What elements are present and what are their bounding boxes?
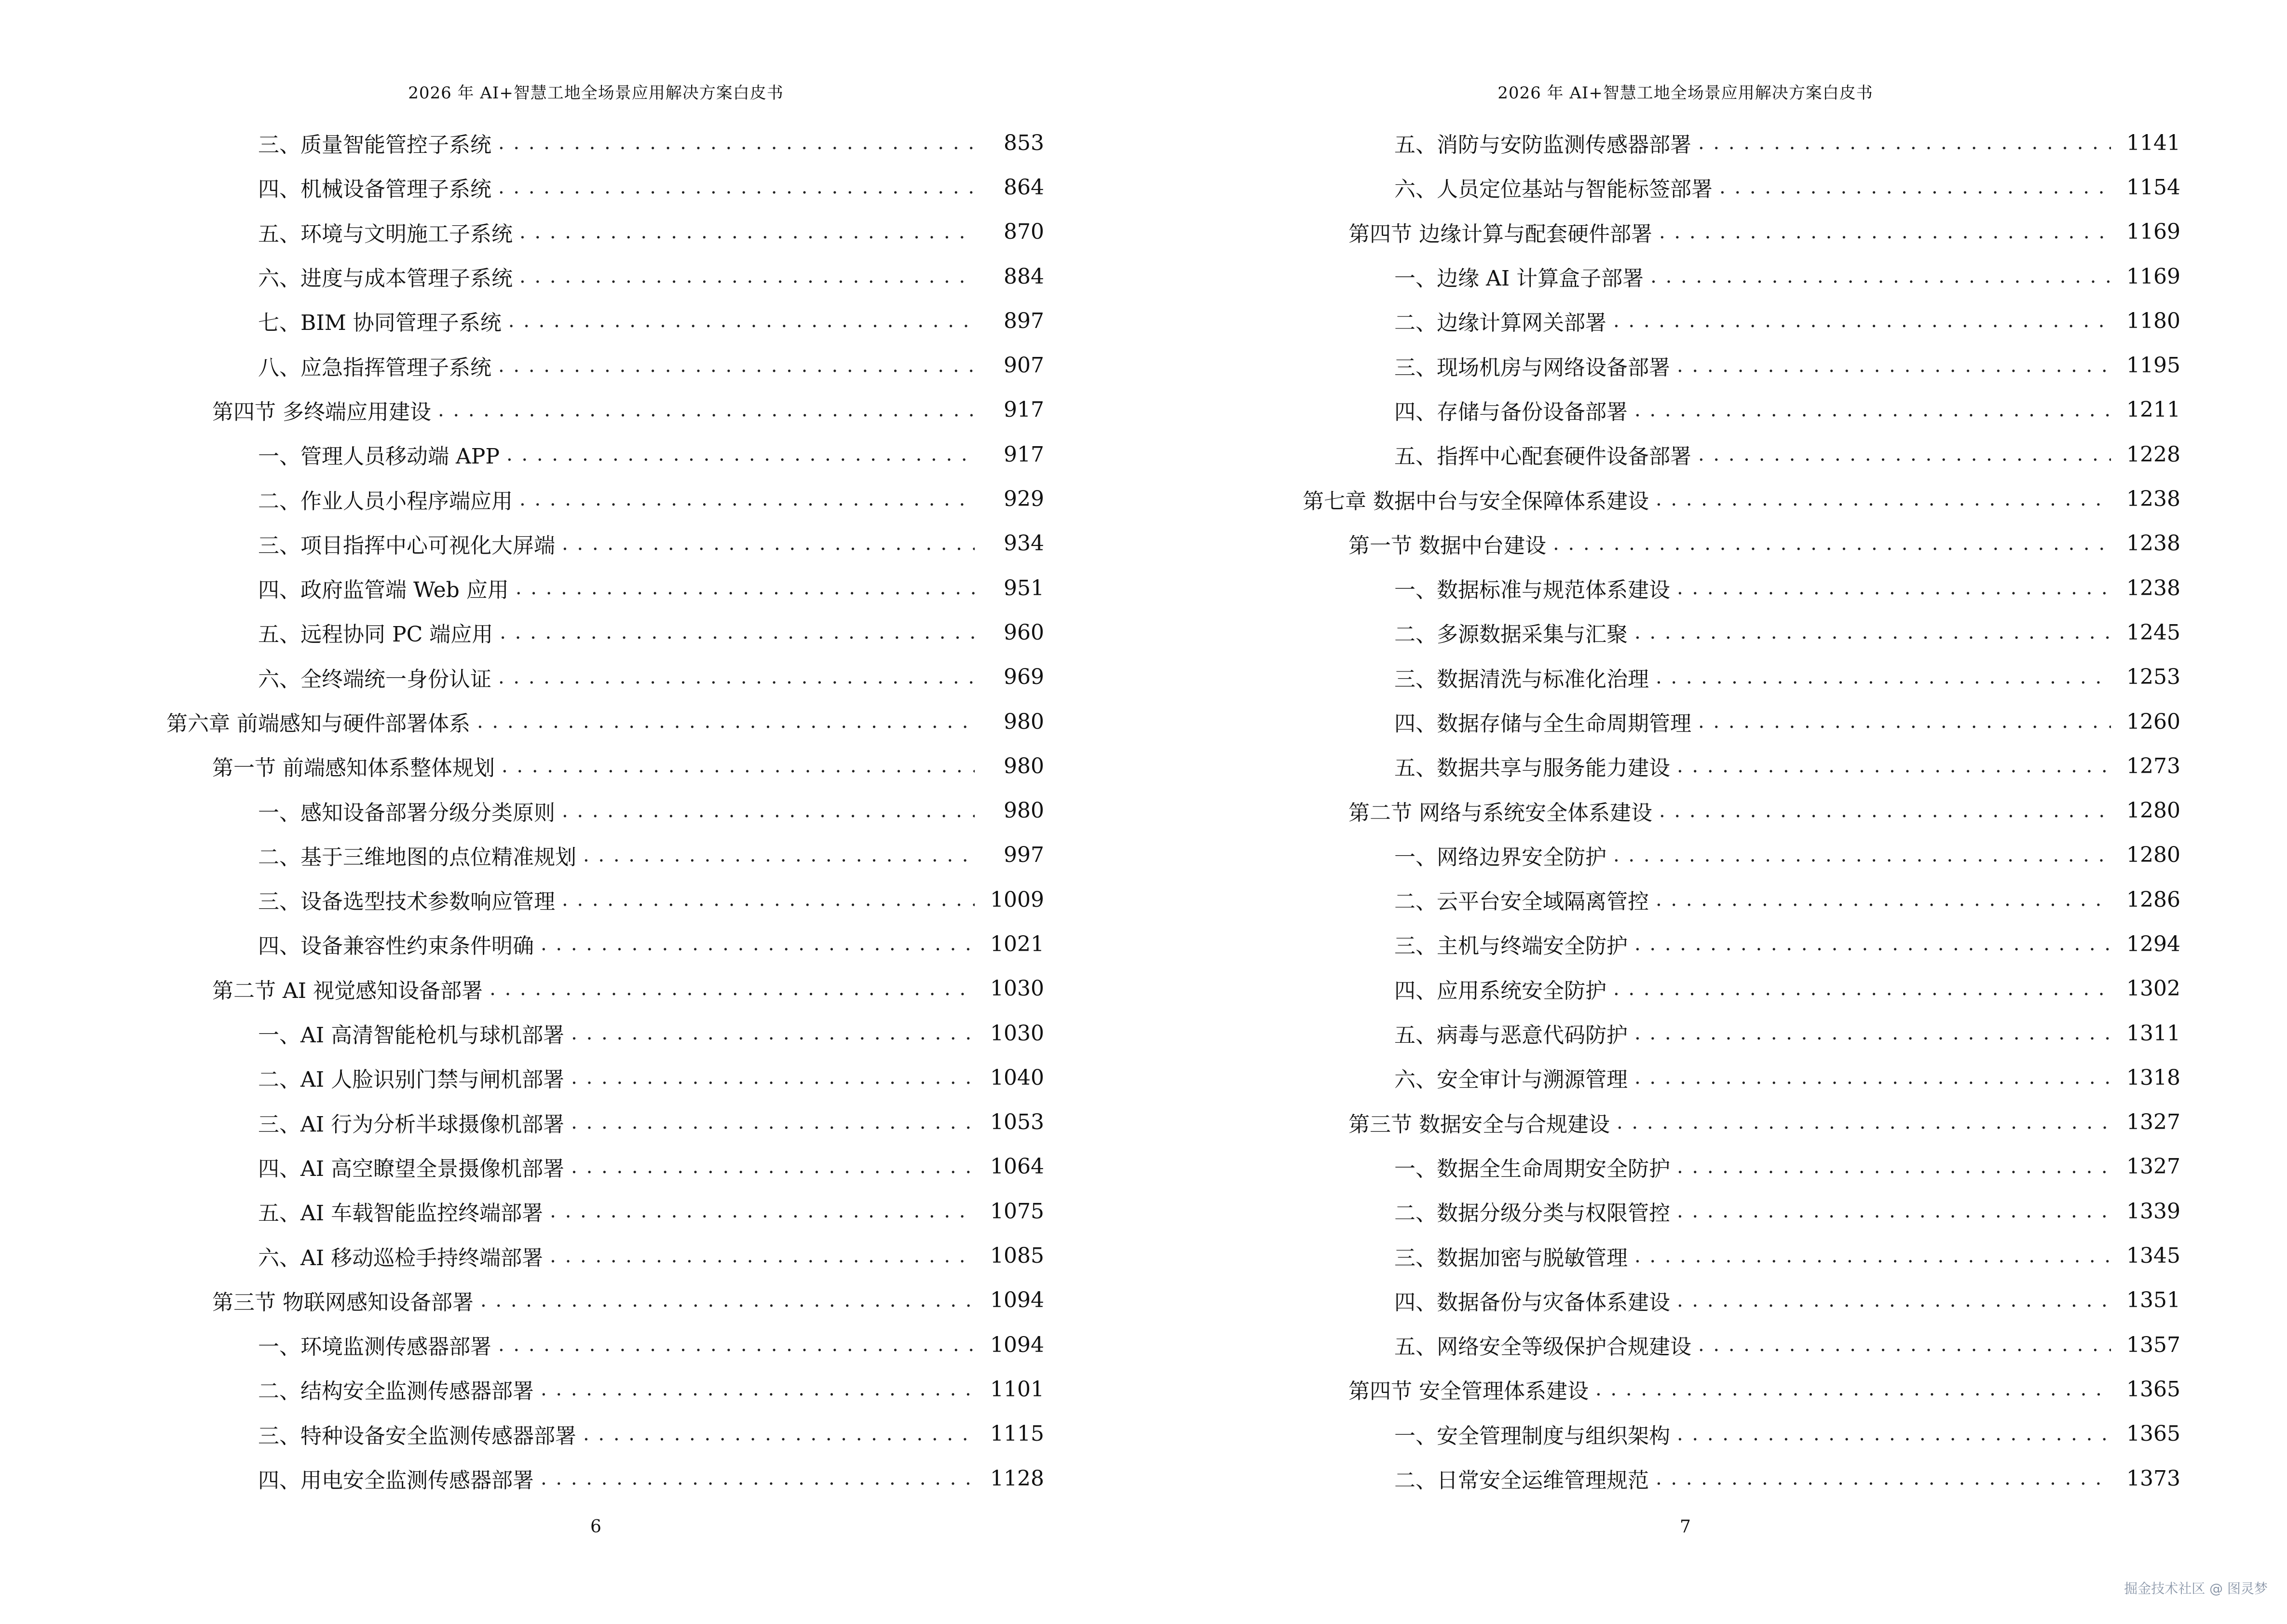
- toc-leader-dots: [1634, 622, 2111, 643]
- toc-entry[interactable]: [1303, 210, 2180, 254]
- toc-leader-dots: [1659, 221, 2111, 243]
- toc-entry-page-number: 1238: [2111, 576, 2180, 600]
- toc-entry-page-number: 1141: [2111, 131, 2180, 155]
- toc-entry-title: 一、AI 高清智能枪机与球机部署: [258, 1018, 571, 1049]
- toc-entry-page-number: 1064: [975, 1154, 1044, 1179]
- toc-leader-dots: [498, 132, 975, 153]
- toc-entry-page-number: 907: [975, 353, 1044, 378]
- toc-entry-page-number: 1115: [975, 1421, 1044, 1446]
- toc-leader-dots: [541, 933, 975, 955]
- toc-leader-dots: [562, 800, 975, 821]
- toc-entry-title: 第三节 数据安全与合规建设: [1348, 1107, 1617, 1138]
- toc-entry[interactable]: [166, 1189, 1044, 1233]
- toc-entry-title: 第一节 前端感知体系整体规划: [212, 751, 502, 781]
- toc-leader-dots: [1677, 1156, 2111, 1177]
- toc-entry-title: 第二节 AI 视觉感知设备部署: [212, 973, 490, 1004]
- toc-entry-page-number: 1294: [2111, 932, 2180, 956]
- toc-entry-title: 四、AI 高空瞭望全景摄像机部署: [258, 1151, 571, 1182]
- toc-entry[interactable]: [1303, 922, 2180, 966]
- toc-leader-dots: [498, 177, 975, 198]
- toc-entry[interactable]: [166, 254, 1044, 299]
- toc-leader-dots: [562, 533, 975, 554]
- toc-entry-title: 四、机械设备管理子系统: [258, 172, 498, 203]
- toc-entry-title: 五、环境与文明施工子系统: [258, 217, 519, 247]
- toc-entry-page-number: 1245: [2111, 620, 2180, 645]
- toc-entry-title: 六、人员定位基站与智能标签部署: [1394, 172, 1719, 203]
- toc-entry[interactable]: [1303, 1456, 2180, 1501]
- toc-leader-dots: [1650, 266, 2111, 287]
- toc-entry[interactable]: [1303, 610, 2180, 655]
- toc-entry[interactable]: [166, 655, 1044, 699]
- toc-entry[interactable]: [1303, 1145, 2180, 1189]
- running-header: 2026 年 AI+智慧工地全场景应用解决方案白皮书: [1497, 83, 1873, 103]
- toc-entry-page-number: 1169: [2111, 264, 2180, 289]
- toc-entry-page-number: 897: [975, 309, 1044, 333]
- watermark-text: 掘金技术社区 @ 图灵梦: [2124, 1581, 2268, 1597]
- toc-leader-dots: [571, 1112, 975, 1133]
- toc-entry-title: 五、数据共享与服务能力建设: [1394, 751, 1677, 781]
- toc-entry[interactable]: [166, 566, 1044, 610]
- toc-entry-title: 二、AI 人脸识别门禁与闸机部署: [258, 1062, 571, 1093]
- toc-leader-dots: [500, 622, 975, 643]
- toc-entry[interactable]: [166, 922, 1044, 966]
- toc-entry-page-number: 1228: [2111, 442, 2180, 467]
- watermark: [2124, 1578, 2268, 1597]
- toc-entry-title: 二、云平台安全域隔离管控: [1394, 884, 1656, 915]
- toc-entry-title: 三、特种设备安全监测传感器部署: [258, 1419, 583, 1449]
- toc-entry-title: 三、设备选型技术参数响应管理: [258, 884, 562, 915]
- toc-leader-dots: [498, 667, 975, 688]
- toc-leader-dots: [1698, 132, 2111, 153]
- toc-entry-title: 三、项目指挥中心可视化大屏端: [258, 528, 562, 559]
- toc-entry-page-number: 1085: [975, 1243, 1044, 1268]
- toc-entry[interactable]: [166, 1367, 1044, 1411]
- toc-entry[interactable]: [1303, 165, 2180, 209]
- toc-leader-dots: [519, 221, 975, 243]
- toc-leader-dots: [498, 1334, 975, 1355]
- toc-entry-page-number: 951: [975, 576, 1044, 600]
- right-page: [1144, 0, 2287, 1624]
- toc-entry-title: 二、日常安全运维管理规范: [1394, 1463, 1656, 1494]
- toc-entry-page-number: 1211: [2111, 397, 2180, 422]
- toc-leader-dots: [1617, 1112, 2111, 1133]
- toc-entry-title: 第一节 数据中台建设: [1348, 528, 1553, 559]
- toc-entry-page-number: 934: [975, 531, 1044, 556]
- toc-entry-title: 四、设备兼容性约束条件明确: [258, 928, 541, 959]
- toc-entry[interactable]: [166, 1100, 1044, 1145]
- toc-leader-dots: [571, 1067, 975, 1088]
- toc-entry-page-number: 1238: [2111, 487, 2180, 511]
- toc-entry[interactable]: [166, 1412, 1044, 1456]
- toc-entry[interactable]: [166, 1145, 1044, 1189]
- toc-leader-dots: [550, 1201, 975, 1222]
- toc-entry-title: 一、数据标准与规范体系建设: [1394, 573, 1677, 603]
- toc-entry-page-number: 1195: [2111, 353, 2180, 378]
- toc-leader-dots: [1656, 1468, 2111, 1489]
- toc-leader-dots: [1659, 800, 2111, 821]
- toc-leader-dots: [1613, 310, 2111, 331]
- toc-entry[interactable]: [166, 877, 1044, 922]
- toc-entry-title: 二、多源数据采集与汇聚: [1394, 617, 1634, 648]
- toc-entry-title: 一、感知设备部署分级分类原则: [258, 795, 562, 826]
- toc-entry[interactable]: [1303, 744, 2180, 788]
- toc-entry-title: 五、消防与安防监测传感器部署: [1394, 127, 1698, 158]
- toc-entry[interactable]: [166, 388, 1044, 432]
- toc-entry-page-number: 1357: [2111, 1333, 2180, 1357]
- toc-entry-page-number: 1169: [2111, 219, 2180, 244]
- toc-entry[interactable]: [166, 699, 1044, 744]
- toc-leader-dots: [562, 889, 975, 910]
- toc-entry-title: 七、BIM 协同管理子系统: [258, 305, 508, 336]
- toc-entry[interactable]: [166, 521, 1044, 566]
- toc-entry[interactable]: [166, 1233, 1044, 1278]
- toc-entry-title: 二、边缘计算网关部署: [1394, 305, 1613, 336]
- running-header: 2026 年 AI+智慧工地全场景应用解决方案白皮书: [408, 83, 784, 103]
- toc-entry-page-number: 853: [975, 131, 1044, 155]
- toc-leader-dots: [571, 1023, 975, 1044]
- toc-leader-dots: [541, 1468, 975, 1489]
- toc-leader-dots: [1698, 444, 2111, 465]
- toc-entry-title: 一、安全管理制度与组织架构: [1394, 1419, 1677, 1449]
- toc-entry-page-number: 870: [975, 219, 1044, 244]
- toc-entry-page-number: 917: [975, 442, 1044, 467]
- toc-leader-dots: [1634, 933, 2111, 955]
- toc-entry[interactable]: [1303, 1412, 2180, 1456]
- toc-entry-page-number: 1253: [2111, 665, 2180, 689]
- toc-entry[interactable]: [1303, 432, 2180, 477]
- toc-entry-page-number: 1280: [2111, 798, 2180, 823]
- toc-entry-title: 四、政府监管端 Web 应用: [258, 573, 516, 603]
- toc-leader-dots: [519, 489, 975, 510]
- toc-entry-page-number: 1345: [2111, 1243, 2180, 1268]
- toc-entry-page-number: 1260: [2111, 710, 2180, 734]
- toc-leader-dots: [490, 978, 975, 999]
- toc-entry[interactable]: [166, 833, 1044, 877]
- toc-entry[interactable]: [1303, 655, 2180, 699]
- toc-entry[interactable]: [1303, 1189, 2180, 1233]
- toc-leader-dots: [1656, 889, 2111, 910]
- toc-entry-page-number: 1373: [2111, 1466, 2180, 1491]
- toc-leader-dots: [477, 711, 975, 732]
- toc-entry-page-number: 997: [975, 843, 1044, 867]
- toc-entry-title: 第二节 网络与系统安全体系建设: [1348, 795, 1659, 826]
- toc-leader-dots: [1719, 177, 2111, 198]
- toc-leader-dots: [480, 1290, 975, 1311]
- toc-entry-title: 三、主机与终端安全防护: [1394, 928, 1634, 959]
- toc-leader-dots: [519, 266, 975, 287]
- toc-entry-page-number: 917: [975, 397, 1044, 422]
- toc-entry-page-number: 1311: [2111, 1021, 2180, 1046]
- toc-leader-dots: [1613, 845, 2111, 866]
- toc-entry-title: 第六章 前端感知与硬件部署体系: [166, 706, 477, 737]
- toc-entry[interactable]: [1303, 1233, 2180, 1278]
- toc-entry[interactable]: [166, 343, 1044, 387]
- toc-entry-title: 第三节 物联网感知设备部署: [212, 1285, 480, 1316]
- toc-entry-page-number: 960: [975, 620, 1044, 645]
- toc-entry-title: 一、网络边界安全防护: [1394, 840, 1613, 871]
- toc-entry[interactable]: [166, 610, 1044, 655]
- toc-entry-title: 三、质量智能管控子系统: [258, 127, 498, 158]
- table-of-contents: [166, 121, 1044, 1501]
- toc-entry[interactable]: [1303, 1011, 2180, 1055]
- toc-entry-page-number: 1286: [2111, 887, 2180, 912]
- toc-leader-dots: [1677, 755, 2111, 777]
- toc-entry[interactable]: [166, 165, 1044, 209]
- toc-entry-page-number: 1021: [975, 932, 1044, 956]
- toc-entry-title: 二、基于三维地图的点位精准规划: [258, 840, 583, 871]
- toc-entry-page-number: 1030: [975, 1021, 1044, 1046]
- toc-leader-dots: [506, 444, 975, 465]
- toc-entry[interactable]: [166, 121, 1044, 165]
- toc-entry[interactable]: [1303, 967, 2180, 1011]
- toc-entry[interactable]: [1303, 121, 2180, 165]
- toc-leader-dots: [438, 399, 975, 421]
- toc-leader-dots: [1677, 1423, 2111, 1445]
- toc-leader-dots: [1656, 667, 2111, 688]
- toc-leader-dots: [1698, 1334, 2111, 1355]
- toc-entry-page-number: 1280: [2111, 843, 2180, 867]
- toc-entry[interactable]: [166, 299, 1044, 343]
- toc-leader-dots: [583, 1423, 975, 1445]
- toc-entry-title: 四、数据存储与全生命周期管理: [1394, 706, 1698, 737]
- toc-entry[interactable]: [1303, 833, 2180, 877]
- toc-entry[interactable]: [1303, 477, 2180, 521]
- toc-entry-page-number: 1101: [975, 1377, 1044, 1402]
- toc-leader-dots: [1634, 1245, 2111, 1267]
- toc-entry-page-number: 1238: [2111, 531, 2180, 556]
- toc-entry-page-number: 1154: [2111, 175, 2180, 200]
- toc-entry-title: 六、安全审计与溯源管理: [1394, 1062, 1634, 1093]
- toc-leader-dots: [1634, 399, 2111, 421]
- toc-entry-page-number: 969: [975, 665, 1044, 689]
- toc-entry-page-number: 884: [975, 264, 1044, 289]
- toc-leader-dots: [1553, 533, 2111, 554]
- toc-entry-page-number: 1053: [975, 1110, 1044, 1134]
- toc-leader-dots: [1595, 1378, 2111, 1400]
- toc-entry-title: 一、管理人员移动端 APP: [258, 439, 506, 470]
- toc-entry-page-number: 1040: [975, 1065, 1044, 1090]
- toc-entry[interactable]: [1303, 1100, 2180, 1145]
- toc-entry-title: 四、用电安全监测传感器部署: [258, 1463, 541, 1494]
- toc-leader-dots: [1634, 1023, 2111, 1044]
- toc-entry-title: 五、网络安全等级保护合规建设: [1394, 1329, 1698, 1360]
- toc-entry-title: 第四节 安全管理体系建设: [1348, 1374, 1595, 1405]
- toc-leader-dots: [550, 1245, 975, 1267]
- toc-entry-title: 二、结构安全监测传感器部署: [258, 1374, 541, 1405]
- toc-entry-title: 六、进度与成本管理子系统: [258, 261, 519, 292]
- toc-entry[interactable]: [1303, 1055, 2180, 1100]
- toc-entry[interactable]: [166, 1278, 1044, 1323]
- toc-entry-page-number: 1273: [2111, 754, 2180, 778]
- toc-entry-page-number: 929: [975, 487, 1044, 511]
- toc-entry-page-number: 1094: [975, 1333, 1044, 1357]
- toc-entry-page-number: 1180: [2111, 309, 2180, 333]
- toc-entry[interactable]: [166, 432, 1044, 477]
- toc-entry-page-number: 1351: [2111, 1288, 2180, 1312]
- toc-leader-dots: [571, 1156, 975, 1177]
- toc-entry-page-number: 1339: [2111, 1199, 2180, 1224]
- toc-entry-page-number: 980: [975, 798, 1044, 823]
- toc-entry-title: 三、AI 行为分析半球摄像机部署: [258, 1107, 571, 1138]
- toc-leader-dots: [508, 310, 975, 331]
- toc-entry-title: 一、数据全生命周期安全防护: [1394, 1151, 1677, 1182]
- toc-entry-page-number: 1128: [975, 1466, 1044, 1491]
- toc-entry[interactable]: [1303, 566, 2180, 610]
- toc-entry[interactable]: [1303, 521, 2180, 566]
- toc-entry-page-number: 1327: [2111, 1154, 2180, 1179]
- toc-entry-page-number: 1365: [2111, 1421, 2180, 1446]
- toc-entry-title: 六、全终端统一身份认证: [258, 662, 498, 693]
- toc-entry-title: 五、指挥中心配套硬件设备部署: [1394, 439, 1698, 470]
- toc-entry-title: 四、应用系统安全防护: [1394, 973, 1613, 1004]
- page-number: 6: [590, 1517, 601, 1537]
- toc-entry-title: 二、数据分级分类与权限管控: [1394, 1196, 1677, 1227]
- toc-entry-page-number: 980: [975, 754, 1044, 778]
- toc-entry-title: 六、AI 移动巡检手持终端部署: [258, 1241, 550, 1271]
- toc-entry-title: 八、应急指挥管理子系统: [258, 350, 498, 381]
- toc-entry[interactable]: [166, 1323, 1044, 1367]
- toc-leader-dots: [1698, 711, 2111, 732]
- toc-entry-title: 一、边缘 AI 计算盒子部署: [1394, 261, 1650, 292]
- toc-entry[interactable]: [166, 967, 1044, 1011]
- toc-entry-title: 四、存储与备份设备部署: [1394, 395, 1634, 425]
- toc-entry[interactable]: [1303, 388, 2180, 432]
- toc-entry-title: 三、数据清洗与标准化治理: [1394, 662, 1656, 693]
- toc-entry-title: 五、AI 车载智能监控终端部署: [258, 1196, 550, 1227]
- toc-entry-title: 二、作业人员小程序端应用: [258, 484, 519, 515]
- toc-leader-dots: [541, 1378, 975, 1400]
- toc-entry-title: 一、环境监测传感器部署: [258, 1329, 498, 1360]
- toc-entry[interactable]: [1303, 788, 2180, 832]
- toc-entry[interactable]: [166, 1456, 1044, 1501]
- toc-entry[interactable]: [1303, 877, 2180, 922]
- toc-entry-page-number: 1365: [2111, 1377, 2180, 1402]
- toc-entry[interactable]: [1303, 343, 2180, 387]
- toc-entry-title: 第四节 多终端应用建设: [212, 395, 438, 425]
- toc-leader-dots: [502, 755, 975, 777]
- toc-entry[interactable]: [166, 744, 1044, 788]
- toc-entry-title: 第七章 数据中台与安全保障体系建设: [1303, 484, 1656, 515]
- toc-leader-dots: [1634, 1067, 2111, 1088]
- toc-entry-page-number: 1030: [975, 976, 1044, 1001]
- toc-entry-title: 三、数据加密与脱敏管理: [1394, 1241, 1634, 1271]
- toc-leader-dots: [1656, 489, 2111, 510]
- toc-leader-dots: [1613, 978, 2111, 999]
- toc-leader-dots: [516, 577, 975, 599]
- toc-leader-dots: [1677, 1290, 2111, 1311]
- toc-entry[interactable]: [1303, 1367, 2180, 1411]
- toc-entry-page-number: 1327: [2111, 1110, 2180, 1134]
- toc-entry-page-number: 980: [975, 710, 1044, 734]
- toc-leader-dots: [1677, 1201, 2111, 1222]
- toc-entry[interactable]: [166, 477, 1044, 521]
- toc-entry-page-number: 1094: [975, 1288, 1044, 1312]
- toc-entry[interactable]: [166, 1055, 1044, 1100]
- toc-entry[interactable]: [166, 788, 1044, 832]
- table-of-contents: [1303, 121, 2180, 1501]
- toc-entry-page-number: 1318: [2111, 1065, 2180, 1090]
- toc-leader-dots: [583, 845, 975, 866]
- toc-entry-title: 三、现场机房与网络设备部署: [1394, 350, 1677, 381]
- toc-entry-page-number: 1009: [975, 887, 1044, 912]
- toc-entry[interactable]: [1303, 299, 2180, 343]
- toc-entry[interactable]: [166, 1011, 1044, 1055]
- toc-entry[interactable]: [1303, 699, 2180, 744]
- toc-entry[interactable]: [166, 210, 1044, 254]
- toc-entry-page-number: 1302: [2111, 976, 2180, 1001]
- toc-entry-title: 五、远程协同 PC 端应用: [258, 617, 500, 648]
- page-number: 7: [1680, 1517, 1691, 1537]
- toc-entry[interactable]: [1303, 1278, 2180, 1323]
- toc-entry-page-number: 864: [975, 175, 1044, 200]
- toc-leader-dots: [1677, 355, 2111, 376]
- toc-entry-title: 四、数据备份与灾备体系建设: [1394, 1285, 1677, 1316]
- toc-entry-title: 五、病毒与恶意代码防护: [1394, 1018, 1634, 1049]
- toc-leader-dots: [498, 355, 975, 376]
- toc-entry-page-number: 1075: [975, 1199, 1044, 1224]
- toc-entry-title: 第四节 边缘计算与配套硬件部署: [1348, 217, 1659, 247]
- toc-entry[interactable]: [1303, 1323, 2180, 1367]
- toc-leader-dots: [1677, 577, 2111, 599]
- toc-entry[interactable]: [1303, 254, 2180, 299]
